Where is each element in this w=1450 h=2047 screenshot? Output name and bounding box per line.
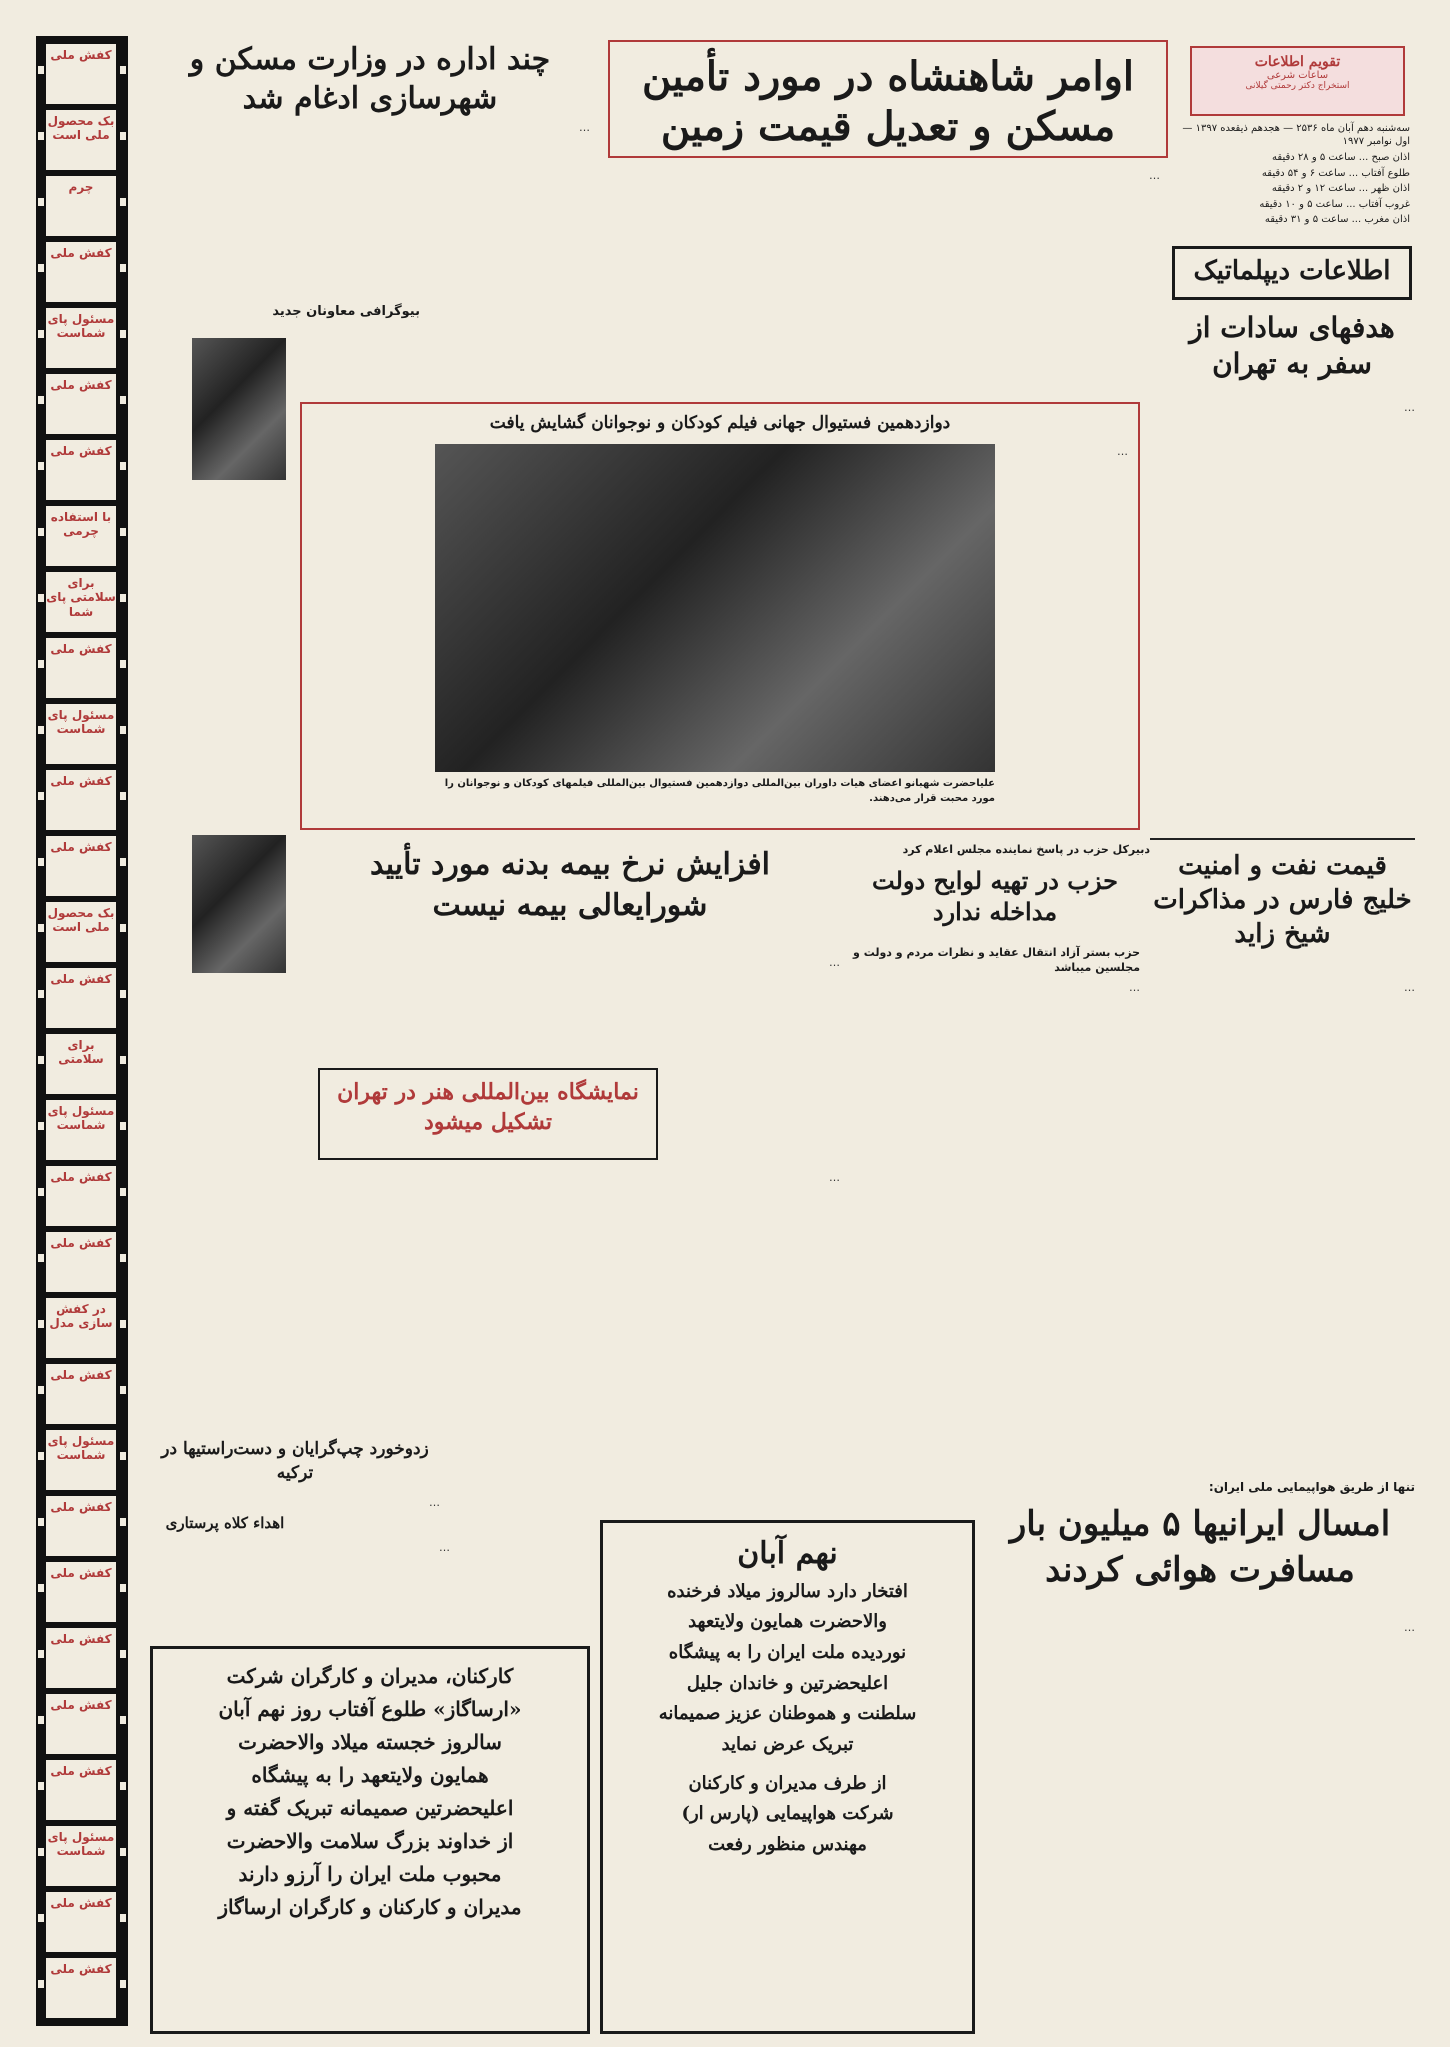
filmstrip-frame-text: در کفش سازی مدل <box>49 1302 113 1331</box>
parsair-ad-line: افتخار دارد سالروز میلاد فرخنده <box>667 1580 908 1602</box>
filmstrip-frame <box>46 242 116 302</box>
filmstrip-frame <box>46 374 116 434</box>
sprocket-hole <box>38 528 44 536</box>
sprocket-hole <box>120 1320 126 1328</box>
main-headline-box <box>608 40 1168 158</box>
filmstrip-frame-text: مسئول پای شماست <box>47 312 115 341</box>
filmstrip-frame <box>46 1496 116 1556</box>
parsair-ad-line: اعلیحضرتین و خاندان جلیل <box>686 1672 889 1694</box>
festival-left-body <box>310 444 428 824</box>
sprocket-hole <box>120 1716 126 1724</box>
gas-ad-line: محبوب ملت ایران را آرزو دارند <box>238 1862 502 1886</box>
festival-photo <box>435 444 995 772</box>
parsair-ad-line: سلطنت و هموطنان عزیز صمیمانه <box>658 1703 917 1725</box>
sprocket-hole <box>120 1122 126 1130</box>
art-box <box>318 1068 658 1160</box>
sprocket-hole <box>38 1386 44 1394</box>
filmstrip-frame-text: کفش ملی <box>50 378 112 392</box>
filmstrip-frame-text: چرم <box>68 180 94 194</box>
filmstrip-frame <box>46 1958 116 2018</box>
sprocket-hole <box>38 1848 44 1856</box>
lower-left-body <box>150 980 300 1390</box>
nurse-title: اهداء کلاه پرستاری <box>165 1514 285 1532</box>
sprocket-hole <box>38 1188 44 1196</box>
date-line: سه‌شنبه دهم آبان ماه ۲۵۳۶ — هجدهم ذیقعده ۱۳۹۷ — اول نوامبر ۱۹۷۷ <box>1182 123 1410 147</box>
sprocket-hole <box>120 264 126 272</box>
filmstrip-frame <box>46 968 116 1028</box>
sprocket-hole <box>38 330 44 338</box>
prayer-time: اذان صبح ... ساعت ۵ و ۲۸ دقیقه <box>1272 152 1410 163</box>
portrait-photo <box>192 338 286 480</box>
art-title: نمایشگاه بین‌المللی هنر در تهران تشکیل میشود <box>337 1079 639 1135</box>
filmstrip-ad <box>36 36 128 2026</box>
filmstrip-frame <box>46 440 116 500</box>
sprocket-hole <box>120 66 126 74</box>
sprocket-hole <box>120 1584 126 1592</box>
festival-body: … <box>1117 445 1128 458</box>
filmstrip-frame <box>46 704 116 764</box>
sprocket-hole <box>38 990 44 998</box>
filmstrip-frame <box>46 308 116 368</box>
diplomatic-title: هدفهای سادات از سفر به تهران <box>1189 311 1395 381</box>
sprocket-hole <box>38 660 44 668</box>
filmstrip-frame-text: کفش ملی <box>50 642 112 656</box>
sprocket-hole <box>120 858 126 866</box>
filmstrip-frame <box>46 1826 116 1886</box>
sprocket-hole <box>38 462 44 470</box>
calendar-tag: تقویم اطلاعات <box>1254 54 1341 70</box>
sprocket-hole <box>120 990 126 998</box>
filmstrip-frame-text: کفش ملی <box>50 1170 112 1184</box>
gas-ad-line: سالروز خجسته میلاد والاحضرت <box>238 1730 502 1754</box>
sprocket-hole <box>120 462 126 470</box>
prayer-time: اذان مغرب ... ساعت ۵ و ۳۱ دقیقه <box>1264 214 1410 225</box>
diplomatic-body: … <box>1404 401 1415 414</box>
filmstrip-frame-text: با استفاده چرمی <box>50 510 112 539</box>
sprocket-hole <box>38 1914 44 1922</box>
filmstrip-frame-text: کفش ملی <box>50 1500 112 1514</box>
airlines-title: امسال ایرانیها ۵ میلیون بار مسافرت هوائی کردند <box>1009 1504 1391 1590</box>
nurse-body: … <box>439 1541 450 1554</box>
portrait-photo-2 <box>192 835 286 973</box>
chapter-body: … <box>429 1496 440 1509</box>
sprocket-hole <box>120 924 126 932</box>
sprocket-hole <box>38 1254 44 1262</box>
filmstrip-frame-text: برای سلامتی پای شما <box>46 576 116 619</box>
sprocket-hole <box>38 792 44 800</box>
filmstrip-frame-text: کفش ملی <box>50 1566 112 1580</box>
filmstrip-frame-text: مسئول پای شماست <box>47 1830 115 1859</box>
sprocket-hole <box>38 1122 44 1130</box>
sprocket-hole <box>38 264 44 272</box>
filmstrip-frame-text: مسئول پای شماست <box>47 708 115 737</box>
sprocket-hole <box>120 594 126 602</box>
sprocket-hole <box>120 330 126 338</box>
ministry-body: … <box>579 121 590 134</box>
sprocket-hole <box>38 1056 44 1064</box>
filmstrip-frame <box>46 506 116 566</box>
parsair-ad-line: نوردیده ملت ایران را به پیشگاه <box>668 1641 907 1663</box>
sprocket-hole <box>120 1518 126 1526</box>
sprocket-hole <box>38 924 44 932</box>
festival-title: دوازدهمین فستیوال جهانی فیلم کودکان و نوجوانان گشایش یافت <box>489 413 951 433</box>
divider <box>1150 838 1415 840</box>
prayer-time: غروب آفتاب ... ساعت ۵ و ۱۰ دقیقه <box>1259 198 1410 210</box>
filmstrip-frame-text: کفش ملی <box>50 1698 112 1712</box>
sprocket-hole <box>120 1452 126 1460</box>
sprocket-hole <box>38 1584 44 1592</box>
filmstrip-frame <box>46 638 116 698</box>
sprocket-hole <box>38 66 44 74</box>
sprocket-hole <box>120 1848 126 1856</box>
sprocket-hole <box>38 132 44 140</box>
filmstrip-frame <box>46 1232 116 1292</box>
sprocket-hole <box>38 1320 44 1328</box>
art-body: … <box>829 1171 840 1184</box>
sprocket-hole <box>120 1650 126 1658</box>
gas-ad-line: همایون ولایتعهد را به پیشگاه <box>251 1763 489 1787</box>
filmstrip-frame-text: مسئول پای شماست <box>47 1434 115 1463</box>
filmstrip-frame <box>46 44 116 104</box>
sprocket-hole <box>38 198 44 206</box>
filmstrip-frame <box>46 572 116 632</box>
party-sub: حزب بستر آزاد انتقال عقاید و نظرات مردم و دولت و مجلسین میباشد <box>853 946 1140 975</box>
gas-ad-line: مدیران و کارکنان و کارگران ارساگاز <box>218 1895 522 1919</box>
sprocket-hole <box>120 1386 126 1394</box>
prayer-times <box>1180 150 1410 228</box>
filmstrip-frame <box>46 1364 116 1424</box>
filmstrip-frame-text: کفش ملی <box>50 1632 112 1646</box>
gas-ad-line: اعلیحضرتین صمیمانه تبریک گفته و <box>226 1796 514 1820</box>
filmstrip-frame-text: کفش ملی <box>50 840 112 854</box>
sprocket-hole <box>38 858 44 866</box>
diplomatic-label <box>1172 246 1412 300</box>
diplomatic-label-text: اطلاعات دیپلماتیک <box>1193 256 1391 286</box>
sprocket-hole <box>38 1518 44 1526</box>
prayer-time: طلوع آفتاب ... ساعت ۶ و ۵۴ دقیقه <box>1261 167 1410 179</box>
party-body: … <box>1129 981 1140 994</box>
filmstrip-frame-text: کفش ملی <box>50 972 112 986</box>
calendar-sub1: ساعات شرعی <box>1266 70 1329 82</box>
parsair-ad-line: مهندس منظور رفعت <box>708 1834 867 1855</box>
bio-caption: بیوگرافی معاونان جدید <box>272 304 420 319</box>
gas-ad-line: «ارساگاز» طلوع آفتاب روز نهم آبان <box>218 1697 522 1721</box>
sprocket-hole <box>120 198 126 206</box>
sprocket-hole <box>38 1716 44 1724</box>
filmstrip-frame <box>46 1034 116 1094</box>
sprocket-hole <box>120 1188 126 1196</box>
festival-caption: علیاحضرت شهبانو اعضای هیات داوران بین‌المللی دوازدهمین فستیوال بین‌المللی فیلمهای کودکان و نوجوانان را مورد محبت قرار می‌دهند. <box>444 778 995 804</box>
filmstrip-frame <box>46 1430 116 1490</box>
sprocket-hole <box>120 396 126 404</box>
sprocket-hole <box>38 1650 44 1658</box>
main-headline: اوامر شاهنشاه در مورد تأمین مسکن و تعدیل قیمت زمین <box>641 53 1135 150</box>
gas-ad-line: از خداوند بزرگ سلامت والاحضرت <box>226 1829 514 1853</box>
filmstrip-frame <box>46 770 116 830</box>
sprocket-hole <box>38 726 44 734</box>
filmstrip-frame <box>46 176 116 236</box>
sprocket-hole <box>120 1914 126 1922</box>
filmstrip-frame-text: بک محصول ملی است <box>47 906 115 935</box>
sprocket-hole <box>38 1782 44 1790</box>
filmstrip-frame-text: کفش ملی <box>50 246 112 260</box>
sprocket-hole <box>120 1056 126 1064</box>
parsair-ad <box>600 1520 975 2034</box>
filmstrip-frame-text: کفش ملی <box>50 1764 112 1778</box>
filmstrip-frame <box>46 1166 116 1226</box>
filmstrip-frame <box>46 1298 116 1358</box>
filmstrip-frame-text: کفش ملی <box>50 444 112 458</box>
filmstrip-frame <box>46 1760 116 1820</box>
sprocket-hole <box>120 726 126 734</box>
filmstrip-frame <box>46 836 116 896</box>
ministry-title: چند اداره در وزارت مسکن و شهرسازی ادغام شد <box>189 42 551 116</box>
calendar-masthead <box>1190 46 1405 116</box>
insurance-body: … <box>829 956 840 969</box>
filmstrip-frame-text: مسئول پای شماست <box>47 1104 115 1133</box>
sprocket-hole <box>120 132 126 140</box>
filmstrip-frame-text: کفش ملی <box>50 1896 112 1910</box>
sprocket-hole <box>120 528 126 536</box>
prayer-time: اذان ظهر ... ساعت ۱۲ و ۲ دقیقه <box>1271 183 1410 194</box>
filmstrip-frame-text: کفش ملی <box>50 1368 112 1382</box>
airlines-body: … <box>1404 1621 1415 1634</box>
filmstrip-frame <box>46 1892 116 1952</box>
calendar-sub2: استخراج دکتر رحمتی گیلانی <box>1245 81 1350 92</box>
filmstrip-frame <box>46 1562 116 1622</box>
gas-ad-line: کارکنان، مدیران و کارگران شرکت <box>226 1664 514 1688</box>
gas-ad <box>150 1646 590 2034</box>
sprocket-hole <box>38 594 44 602</box>
sprocket-hole <box>120 1782 126 1790</box>
sprocket-hole <box>38 1452 44 1460</box>
sprocket-hole <box>120 1254 126 1262</box>
filmstrip-frame-text: برای سلامتی <box>58 1038 104 1067</box>
filmstrip-frame-text: کفش ملی <box>50 1962 112 1976</box>
sprocket-hole <box>120 660 126 668</box>
filmstrip-frame <box>46 1100 116 1160</box>
filmstrip-frame <box>46 110 116 170</box>
sprocket-hole <box>120 792 126 800</box>
airlines-kicker: تنها از طریق هواپیمایی ملی ایران: <box>1208 1480 1415 1494</box>
party-title: حزب در تهیه لوایح دولت مداخله ندارد <box>872 866 1118 927</box>
filmstrip-frame <box>46 902 116 962</box>
filmstrip-frame-text: کفش ملی <box>50 1236 112 1250</box>
parsair-ad-line: شرکت هواپیمایی (پارس ار) <box>681 1803 894 1825</box>
filmstrip-frame-text: بک محصول ملی است <box>47 114 115 143</box>
sprocket-hole <box>120 1980 126 1988</box>
filmstrip-frame <box>46 1628 116 1688</box>
parsair-ad-line: از طرف مدیران و کارکنان <box>688 1772 887 1794</box>
insurance-kicker: دبیرکل حزب در پاسخ نماینده مجلس اعلام کرد <box>902 843 1150 856</box>
parsair-ad-line: تبریک عرض نماید <box>721 1733 854 1755</box>
parsair-ad-title: نهم آبان <box>737 1536 838 1571</box>
filmstrip-frame-text: کفش ملی <box>50 774 112 788</box>
main-headline-body: … <box>1149 169 1160 182</box>
insurance-title: افزایش نرخ بیمه بدنه مورد تأیید شورایعالی بیمه نیست <box>369 847 771 923</box>
sprocket-hole <box>38 396 44 404</box>
filmstrip-frame <box>46 1694 116 1754</box>
chapter-title: زدوخورد چپ‌گرایان و دست‌راستیها در ترکیه <box>161 1439 429 1483</box>
oil-title: قیمت نفت و امنیت خلیج فارس در مذاکرات شیخ زاید <box>1153 851 1412 949</box>
filmstrip-frame-text: کفش ملی <box>50 48 112 62</box>
parsair-ad-line: والاحضرت همایون ولایتعهد <box>688 1611 887 1633</box>
sprocket-hole <box>38 1980 44 1988</box>
oil-body: … <box>1404 981 1415 994</box>
